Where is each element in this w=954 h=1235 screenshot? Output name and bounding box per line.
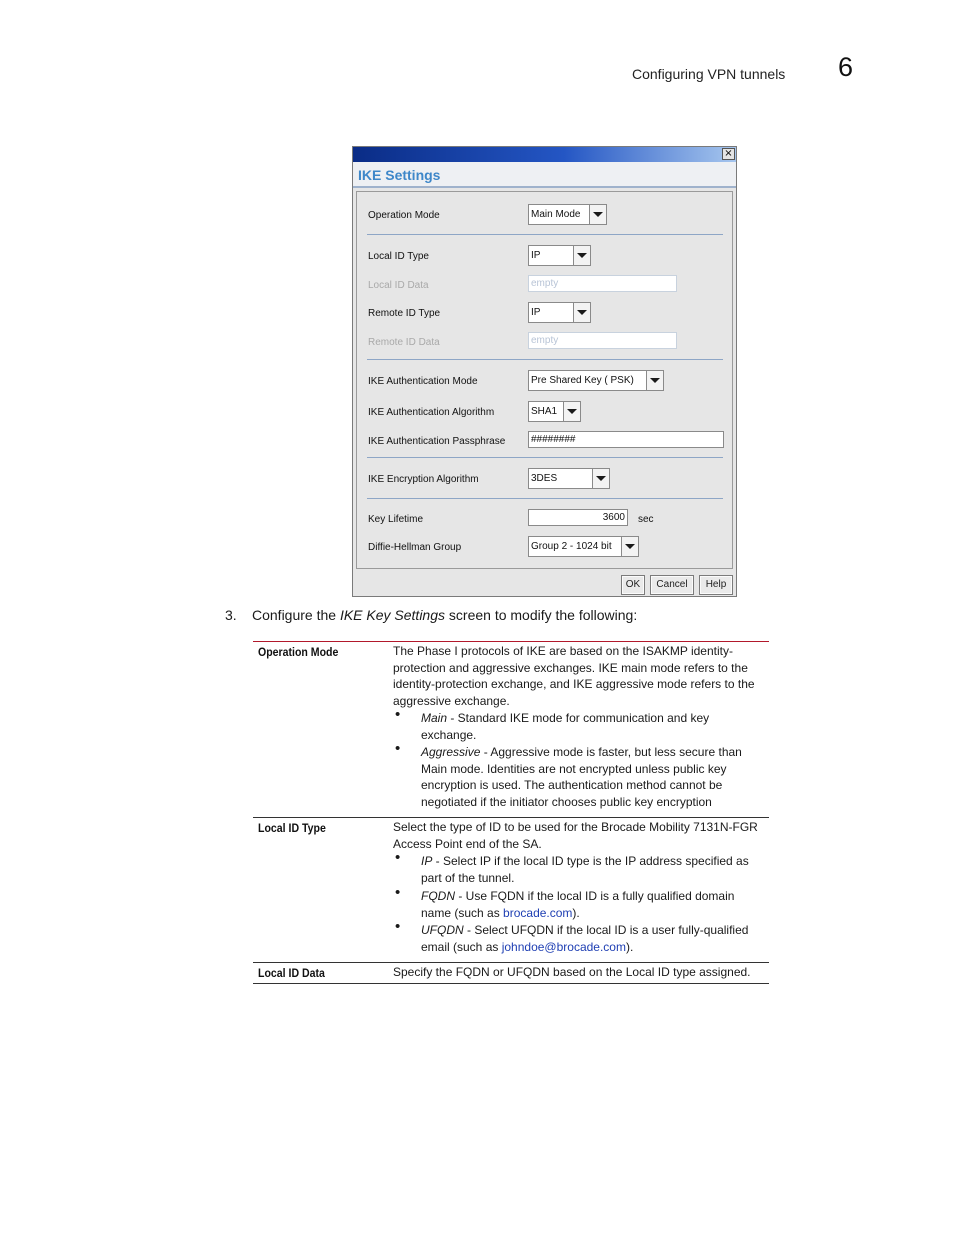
dh-group-select[interactable]: [528, 536, 639, 557]
settings-panel: [356, 191, 733, 569]
local-id-data-field[interactable]: empty: [528, 275, 677, 292]
dialog-titlebar: [353, 147, 736, 162]
chevron-down-icon[interactable]: [621, 537, 638, 556]
ike-auth-algorithm-select[interactable]: [528, 401, 581, 422]
remote-id-data-label: Remote ID Data: [368, 337, 440, 348]
chevron-down-icon[interactable]: [563, 402, 580, 421]
key-lifetime-unit: sec: [638, 514, 654, 525]
chevron-down-icon[interactable]: [573, 303, 590, 322]
remote-id-type-value: IP: [531, 307, 541, 318]
brocade-link[interactable]: brocade.com: [503, 905, 573, 920]
table-description: Specify the FQDN or UFQDN based on the Local ID type assigned.: [393, 965, 751, 979]
email-link[interactable]: johndoe@brocade.com: [501, 939, 626, 954]
bullet-icon: •: [395, 849, 401, 866]
chevron-down-icon[interactable]: [646, 371, 663, 390]
dh-group-label: Diffie-Hellman Group: [368, 542, 462, 553]
step-text-emphasis: IKE Key Settings: [339, 607, 446, 623]
ike-auth-mode-value: Pre Shared Key ( PSK): [531, 375, 634, 386]
table-term: Local ID Data: [258, 966, 325, 980]
cancel-button[interactable]: Cancel: [650, 575, 694, 595]
help-button[interactable]: Help: [699, 575, 733, 595]
ike-auth-passphrase-label: IKE Authentication Passphrase: [368, 436, 506, 447]
table-bottom-rule: [253, 983, 769, 984]
operation-mode-select[interactable]: [528, 204, 607, 225]
ike-auth-mode-select[interactable]: [528, 370, 664, 391]
ike-encryption-algorithm-select[interactable]: [528, 468, 610, 489]
bullet-term: Main: [421, 711, 448, 725]
bullet-tail: ).: [625, 939, 634, 954]
operation-mode-value: Main Mode: [531, 209, 581, 220]
bullet-term: FQDN: [421, 889, 455, 903]
step-number: 3.: [225, 607, 237, 623]
running-header-title: Configuring VPN tunnels: [632, 66, 786, 82]
ike-auth-algorithm-value: SHA1: [531, 406, 558, 417]
ike-settings-dialog: [352, 146, 737, 597]
table-top-rule: [253, 641, 769, 642]
bullet-term: Aggressive: [421, 745, 481, 759]
ike-encryption-algorithm-label: IKE Encryption Algorithm: [368, 474, 479, 485]
ok-button[interactable]: OK: [621, 575, 645, 595]
bullet-icon: •: [395, 706, 401, 723]
local-id-type-select[interactable]: [528, 245, 591, 266]
key-lifetime-field[interactable]: 3600: [528, 509, 628, 526]
bullet-icon: •: [395, 884, 401, 901]
section-divider: [367, 359, 723, 360]
close-icon[interactable]: ×: [722, 148, 735, 160]
dialog-heading: IKE Settings: [358, 167, 441, 183]
chevron-down-icon[interactable]: [589, 205, 606, 224]
table-description: Select the type of ID to be used for the Brocade Mobility 7131N-FGR Access Point end of the SA.: [393, 820, 758, 851]
bullet-text: - Select UFQDN if the local ID is a user fully-qualified email (such as: [421, 923, 749, 954]
ike-auth-mode-label: IKE Authentication Mode: [368, 376, 478, 387]
remote-id-data-field[interactable]: empty: [528, 332, 677, 349]
table-description: The Phase I protocols of IKE are based on the ISAKMP identity-protection and aggressive exchanges. IKE main mode refers to the identity-protection exchange, and IKE aggressive mode refers to the aggressive exchange.: [393, 644, 755, 708]
ike-auth-passphrase-field[interactable]: ########: [528, 431, 724, 448]
table-row-rule: [253, 817, 769, 818]
key-lifetime-label: Key Lifetime: [368, 514, 424, 525]
table-term: Local ID Type: [258, 821, 326, 835]
table-row-rule: [253, 962, 769, 963]
chevron-down-icon[interactable]: [573, 246, 590, 265]
local-id-type-value: IP: [531, 250, 541, 261]
remote-id-type-label: Remote ID Type: [368, 308, 441, 319]
ike-auth-algorithm-label: IKE Authentication Algorithm: [368, 407, 495, 418]
step-text-before: Configure the: [252, 607, 340, 623]
step-text-after: screen to modify the following:: [445, 607, 638, 623]
bullet-text: - Aggressive mode is faster, but less secure than Main mode. Identities are not encrypted unless public key encryption is used. The authentication method cannot be negotiated if the initiator chooses public key encryption: [421, 745, 742, 809]
step-instruction: [252, 607, 637, 623]
chevron-down-icon[interactable]: [592, 469, 609, 488]
chapter-number: 6: [838, 52, 854, 82]
bullet-icon: •: [395, 740, 401, 757]
bullet-tail: ).: [572, 905, 580, 920]
bullet-text: - Use FQDN if the local ID is a fully qualified domain name (such as: [421, 889, 735, 920]
section-divider: [367, 498, 723, 499]
ike-encryption-algorithm-value: 3DES: [531, 473, 558, 484]
local-id-data-label: Local ID Data: [368, 280, 429, 291]
bullet-term: IP: [421, 854, 433, 868]
section-divider: [367, 457, 723, 458]
dh-group-value: Group 2 - 1024 bit: [531, 541, 612, 552]
local-id-type-label: Local ID Type: [368, 251, 429, 262]
operation-mode-label: Operation Mode: [368, 210, 440, 221]
bullet-text: - Select IP if the local ID type is the IP address specified as part of the tunnel.: [421, 854, 749, 885]
bullet-term: UFQDN: [421, 923, 464, 937]
table-term: Operation Mode: [258, 645, 339, 659]
bullet-icon: •: [395, 918, 401, 935]
dialog-heading-band: [353, 162, 736, 188]
bullet-text: - Standard IKE mode for communication and key exchange.: [421, 711, 710, 742]
remote-id-type-select[interactable]: [528, 302, 591, 323]
section-divider: [367, 234, 723, 235]
